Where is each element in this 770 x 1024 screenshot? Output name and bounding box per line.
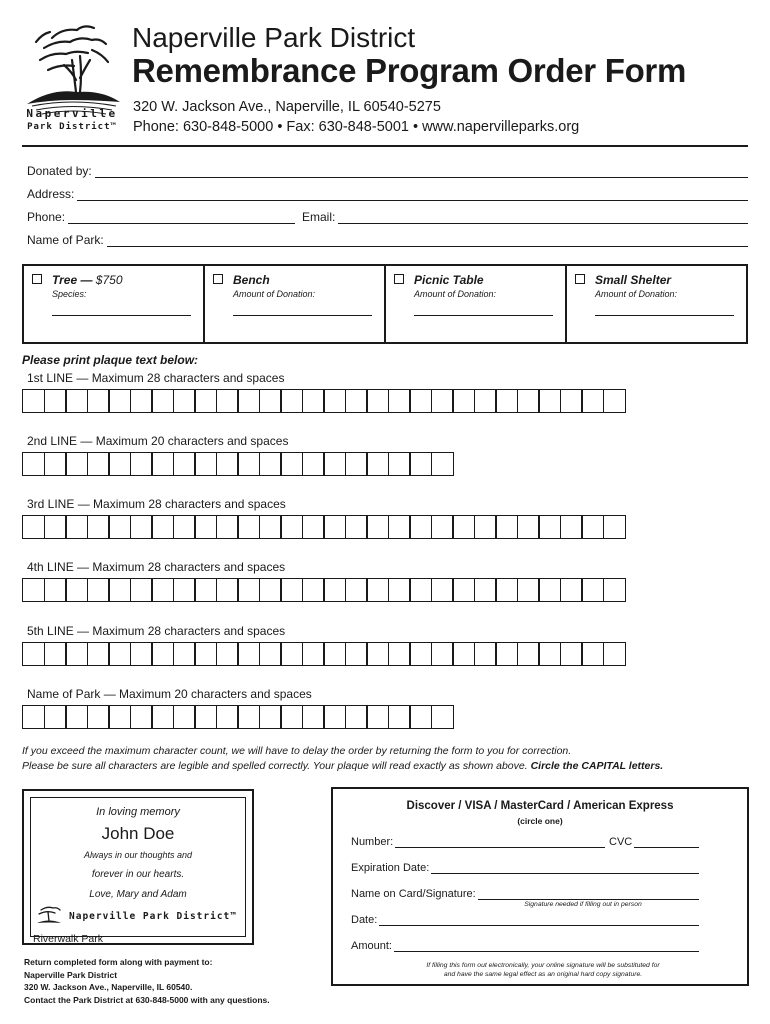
character-box[interactable] [345,452,368,476]
character-box[interactable] [22,389,45,413]
character-box[interactable] [237,578,260,602]
character-box[interactable] [237,389,260,413]
character-box[interactable] [388,389,411,413]
character-box[interactable] [130,389,153,413]
character-box[interactable] [151,452,174,476]
character-box[interactable] [388,452,411,476]
expiration-field[interactable] [351,862,699,874]
character-box[interactable] [87,515,110,539]
donated-by-line[interactable] [95,166,748,178]
character-box[interactable] [259,705,282,729]
character-box[interactable] [194,515,217,539]
character-box[interactable] [323,642,346,666]
character-box[interactable] [173,389,196,413]
character-box[interactable] [280,578,303,602]
character-box[interactable] [216,642,239,666]
character-box[interactable] [259,452,282,476]
character-box[interactable] [87,452,110,476]
character-box[interactable] [495,389,518,413]
character-box[interactable] [259,578,282,602]
card-number-label: Number: [351,836,394,848]
plaque-park-boxes[interactable] [22,705,452,729]
character-box[interactable] [237,642,260,666]
sample-line-5: Love, Mary and Adam [89,889,187,900]
character-box[interactable] [474,578,497,602]
sample-line-3: Always in our thoughts and [83,850,193,860]
payment-box [331,787,749,986]
character-box[interactable] [302,578,325,602]
character-box[interactable] [581,515,604,539]
small-shelter-amount-label: Amount of Donation: [595,289,678,299]
character-box[interactable] [237,705,260,729]
tree-small-icon [35,904,63,928]
donation-options [22,264,748,344]
character-box[interactable] [65,515,88,539]
character-box[interactable] [495,642,518,666]
amount-line[interactable] [394,941,699,952]
sample-line-1: In loving memory [96,806,180,818]
character-box[interactable] [474,389,497,413]
character-box[interactable] [366,389,389,413]
character-box[interactable] [409,642,432,666]
expiration-label: Expiration Date: [351,862,430,874]
character-box[interactable] [581,578,604,602]
plaque-line-3-boxes[interactable] [22,515,624,539]
character-box[interactable] [388,578,411,602]
tree-logo-icon [22,20,122,138]
amount-field[interactable] [351,940,699,952]
character-box[interactable] [517,389,540,413]
email-field[interactable] [302,210,748,224]
warning-line-1: If you exceed the maximum character count, we will have to delay the order by returning the form to you for correction. [22,745,572,757]
character-box[interactable] [345,515,368,539]
character-box[interactable] [173,452,196,476]
character-box[interactable] [44,705,67,729]
character-box[interactable] [216,452,239,476]
character-box[interactable] [409,705,432,729]
character-box[interactable] [44,389,67,413]
character-box[interactable] [538,578,561,602]
character-box[interactable] [538,389,561,413]
plaque-line-1-boxes[interactable] [22,389,624,413]
character-box[interactable] [65,705,88,729]
character-box[interactable] [345,578,368,602]
character-box[interactable] [280,705,303,729]
character-box[interactable] [495,515,518,539]
character-box[interactable] [581,642,604,666]
cvc-label: CVC [609,836,633,848]
character-box[interactable] [87,642,110,666]
character-box[interactable] [452,578,475,602]
character-box[interactable] [259,389,282,413]
character-box[interactable] [302,452,325,476]
sample-line-4: forever in our hearts. [91,869,185,880]
character-box[interactable] [22,515,45,539]
cvc-field[interactable] [609,836,699,848]
plaque-line-1-label: 1st LINE — Maximum 28 characters and spaces [27,371,285,385]
email-label: Email: [302,210,336,224]
character-box[interactable] [431,705,454,729]
species-line[interactable] [52,315,191,316]
return-line-3: 320 W. Jackson Ave., Naperville, IL 60540. [24,982,193,992]
phone-line[interactable] [68,212,295,224]
park-name-field[interactable] [27,233,748,247]
character-box[interactable] [259,515,282,539]
small-shelter-label: Small Shelter [595,273,672,287]
small-shelter-amount-line[interactable] [595,315,734,316]
character-box[interactable] [44,578,67,602]
warning-bold-text: Circle the CAPITAL letters. [530,760,664,772]
character-box[interactable] [280,452,303,476]
character-box[interactable] [366,578,389,602]
character-box[interactable] [431,452,454,476]
picnic-table-checkbox[interactable] [394,274,404,284]
character-box[interactable] [108,515,131,539]
bench-label: Bench [233,273,270,287]
electronic-note-line-2: and have the same legal effect as an original hard copy signature. [443,971,643,978]
picnic-table-amount-label: Amount of Donation: [414,289,497,299]
character-box[interactable] [280,642,303,666]
date-field[interactable] [351,914,699,926]
character-box[interactable] [108,389,131,413]
character-box[interactable] [474,515,497,539]
character-box[interactable] [151,389,174,413]
character-box[interactable] [323,515,346,539]
option-tree [24,266,205,342]
character-box[interactable] [237,452,260,476]
address-line[interactable] [77,189,748,201]
character-box[interactable] [216,515,239,539]
character-box[interactable] [345,705,368,729]
character-box[interactable] [366,642,389,666]
character-box[interactable] [259,642,282,666]
character-box[interactable] [216,389,239,413]
character-box[interactable] [603,642,626,666]
signature-label: Name on Card/Signature: [351,888,476,900]
character-box[interactable] [173,642,196,666]
character-box[interactable] [130,452,153,476]
character-box[interactable] [130,578,153,602]
character-box[interactable] [44,452,67,476]
address-field[interactable] [27,187,748,201]
plaque-park-label: Name of Park — Maximum 20 characters and spaces [27,687,312,701]
tree-checkbox[interactable] [32,274,42,284]
character-box[interactable] [151,705,174,729]
signature-field[interactable] [351,888,699,900]
character-box[interactable] [323,389,346,413]
character-box[interactable] [409,578,432,602]
bench-checkbox[interactable] [213,274,223,284]
sample-logo-text: Naperville Park District™ [69,911,237,922]
character-box[interactable] [431,642,454,666]
amount-label: Amount: [351,940,392,952]
card-number-line[interactable] [395,837,605,848]
phone-field[interactable] [27,210,295,224]
character-box[interactable] [452,642,475,666]
character-box[interactable] [173,705,196,729]
character-box[interactable] [388,642,411,666]
character-box[interactable] [108,642,131,666]
email-line[interactable] [338,212,748,224]
plaque-instruction: Please print plaque text below: [22,353,199,367]
character-box[interactable] [22,452,45,476]
plaque-line-4-boxes[interactable] [22,578,624,602]
character-box[interactable] [560,578,583,602]
character-box[interactable] [22,578,45,602]
character-box[interactable] [431,578,454,602]
character-box[interactable] [173,515,196,539]
character-box[interactable] [216,578,239,602]
character-box[interactable] [22,705,45,729]
organization-name: Naperville Park District [132,22,416,53]
bench-amount-label: Amount of Donation: [233,289,316,299]
sample-name: John Doe [101,824,175,843]
signature-note: Signature needed if filling out in person [524,901,642,908]
character-box[interactable] [237,515,260,539]
character-box[interactable] [388,705,411,729]
character-box[interactable] [44,642,67,666]
character-box[interactable] [603,389,626,413]
character-box[interactable] [323,705,346,729]
character-box[interactable] [151,642,174,666]
character-box[interactable] [194,452,217,476]
date-line[interactable] [379,915,699,926]
logo-text-park-district: Park District™ [27,122,117,132]
card-number-field[interactable] [351,836,605,848]
character-box[interactable] [194,705,217,729]
return-line-1: Return completed form along with payment to: [24,957,213,967]
address-label: Address: [27,187,75,201]
header-contact: Phone: 630-848-5000 • Fax: 630-848-5001 • www.napervilleparks.org [133,119,580,135]
character-box[interactable] [280,389,303,413]
character-box[interactable] [495,578,518,602]
park-name-line[interactable] [107,235,748,247]
option-picnic-table [386,266,567,342]
character-box[interactable] [431,389,454,413]
character-box[interactable] [302,642,325,666]
character-box[interactable] [560,642,583,666]
character-box[interactable] [302,705,325,729]
logo-text-naperville: Naperville [26,107,118,120]
character-box[interactable] [409,389,432,413]
character-box[interactable] [194,642,217,666]
character-box[interactable] [22,642,45,666]
character-box[interactable] [323,452,346,476]
character-box[interactable] [517,642,540,666]
character-box[interactable] [87,578,110,602]
character-box[interactable] [216,705,239,729]
character-box[interactable] [452,515,475,539]
plaque-line-4-label: 4th LINE — Maximum 28 characters and spaces [27,560,286,574]
signature-line[interactable] [478,889,699,900]
donated-by-field[interactable] [27,164,748,178]
character-box[interactable] [108,452,131,476]
character-box[interactable] [151,578,174,602]
character-box[interactable] [87,389,110,413]
plaque-line-5-boxes[interactable] [22,642,624,666]
character-box[interactable] [517,578,540,602]
tree-price: $750 [92,273,123,287]
character-box[interactable] [474,642,497,666]
donated-by-label: Donated by: [27,164,92,178]
header-divider [22,145,748,147]
small-shelter-checkbox[interactable] [575,274,585,284]
character-box[interactable] [130,642,153,666]
electronic-signature-note [373,961,713,979]
plaque-line-2-label: 2nd LINE — Maximum 20 characters and spaces [27,434,289,448]
tree-label: Tree — [52,273,93,287]
character-box[interactable] [108,705,131,729]
character-box[interactable] [388,515,411,539]
return-line-4: Contact the Park District at 630-848-5000 with any questions. [24,994,270,1005]
character-box[interactable] [280,515,303,539]
character-box[interactable] [581,389,604,413]
species-label: Species: [52,289,87,299]
option-bench [205,266,386,342]
park-name-label: Name of Park: [27,233,104,247]
header-address: 320 W. Jackson Ave., Naperville, IL 60540-5275 [133,99,441,115]
character-box[interactable] [517,515,540,539]
picnic-table-label: Picnic Table [414,273,484,287]
character-box[interactable] [366,452,389,476]
character-box[interactable] [108,578,131,602]
bench-amount-line[interactable] [233,315,372,316]
character-box[interactable] [130,515,153,539]
character-box[interactable] [603,578,626,602]
character-box[interactable] [538,642,561,666]
character-box[interactable] [538,515,561,539]
character-box[interactable] [366,705,389,729]
character-box[interactable] [409,452,432,476]
page-title: Remembrance Program Order Form [132,52,687,89]
character-box[interactable] [345,389,368,413]
return-instructions [24,956,270,1006]
character-box[interactable] [194,389,217,413]
character-box[interactable] [65,578,88,602]
character-box[interactable] [173,578,196,602]
sample-plaque [22,789,254,945]
plaque-line-3-label: 3rd LINE — Maximum 28 characters and spaces [27,497,286,511]
character-box[interactable] [431,515,454,539]
character-box[interactable] [323,578,346,602]
character-box[interactable] [302,389,325,413]
cvc-line[interactable] [634,837,699,848]
character-box[interactable] [130,705,153,729]
expiration-line[interactable] [431,863,699,874]
date-label: Date: [351,914,378,926]
character-box[interactable] [560,515,583,539]
plaque-line-2-boxes[interactable] [22,452,452,476]
card-types[interactable]: Discover / VISA / MasterCard / American Express [406,800,674,812]
character-box[interactable] [603,515,626,539]
character-box[interactable] [345,642,368,666]
character-box[interactable] [560,389,583,413]
character-box[interactable] [65,642,88,666]
sample-park-name: Riverwalk Park [33,933,104,945]
plaque-line-5-label: 5th LINE — Maximum 28 characters and spaces [27,624,286,638]
character-box[interactable] [409,515,432,539]
character-box[interactable] [151,515,174,539]
character-box[interactable] [366,515,389,539]
option-small-shelter [567,266,746,342]
character-box[interactable] [65,389,88,413]
character-box[interactable] [194,578,217,602]
character-box[interactable] [65,452,88,476]
picnic-table-amount-line[interactable] [414,315,553,316]
character-box[interactable] [87,705,110,729]
phone-label: Phone: [27,210,66,224]
sample-plaque-inner [30,797,246,945]
return-line-2: Naperville Park District [24,969,118,980]
circle-one-note: (circle one) [517,816,563,826]
electronic-note-line-1: If filling this form out electronically, your online signature will be substituted for [426,962,660,969]
character-box[interactable] [44,515,67,539]
character-box[interactable] [452,389,475,413]
warning-line-2 [22,760,663,772]
character-box[interactable] [302,515,325,539]
warning-text: Please be sure all characters are legible and spelled correctly. Your plaque will read exactly as shown above. [22,760,531,772]
